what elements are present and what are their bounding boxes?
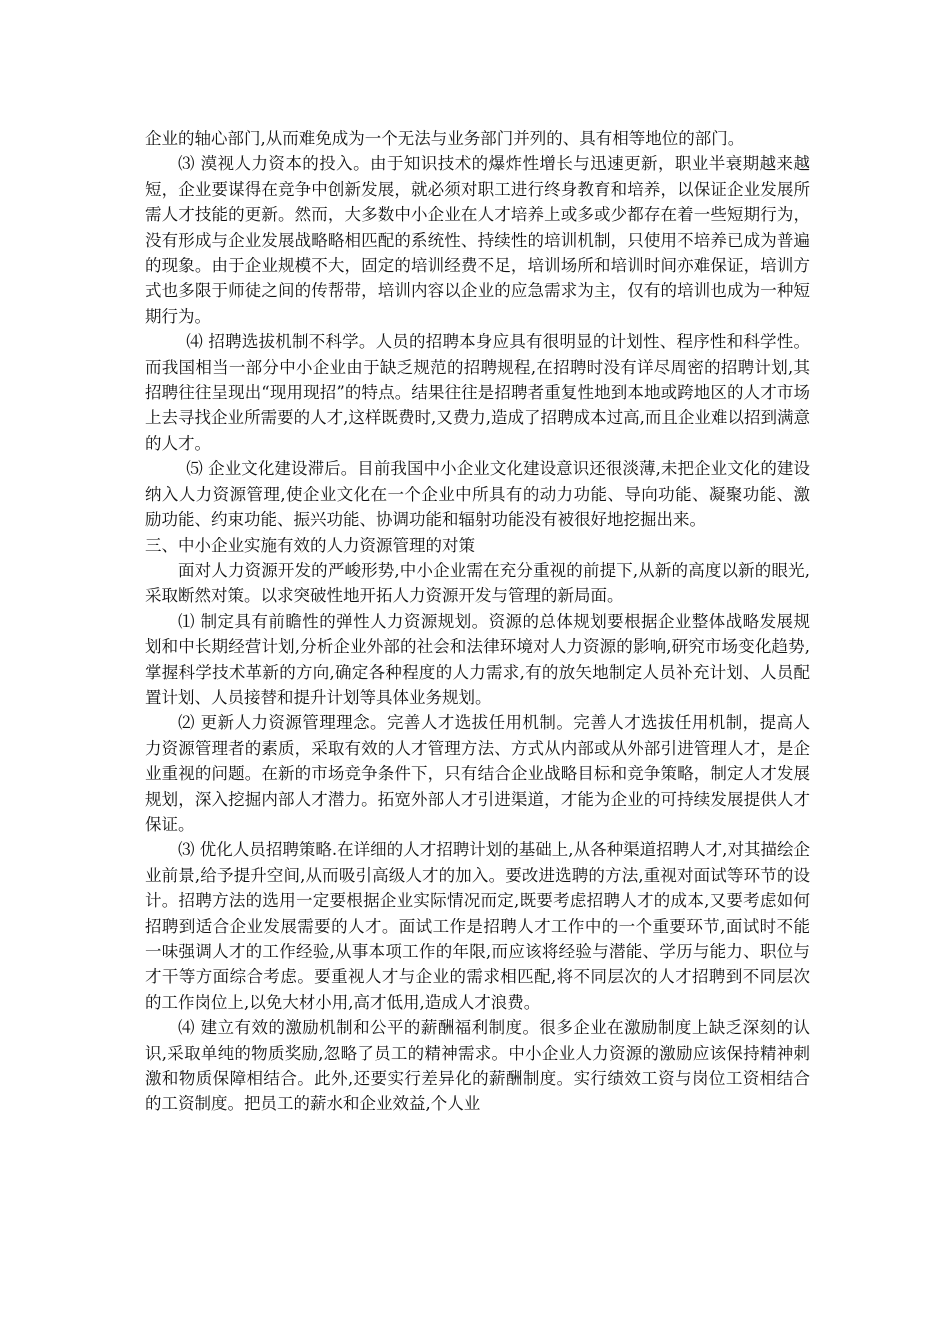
paragraph-strategy-4: ⑷ 建立有效的激励机制和公平的薪酬福利制度。很多企业在激励制度上缺乏深刻的认识,采取单纯的物质奖励,忽略了员工的精神需求。中小企业人力资源的激励应该保持精神刺激和物质保障相结合。此外,还要实行差异化的薪酬制度。实行绩效工资与岗位工资相结合的工资制度。把员工的薪水和企业效益,个人业 <box>145 1018 810 1114</box>
paragraph-continuation: 企业的轴心部门,从而难免成为一个无法与业务部门并列的、具有相等地位的部门。 <box>145 129 745 148</box>
paragraph-intro: 面对人力资源开发的严峻形势,中小企业需在充分重视的前提下,从新的高度以新的眼光,采取断然对策。以求突破性地开拓人力资源开发与管理的新局面。 <box>145 560 810 606</box>
paragraph-strategy-2: ⑵ 更新人力资源管理理念。完善人才选拔任用机制。完善人才选拔任用机制，提高人力资源管理者的素质，采取有效的人才管理方法、方式从内部或从外部引进管理人才，是企业重视的问题。在新的市场竞争条件下，只有结合企业战略目标和竞争策略，制定人才发展规划，深入挖掘内部人才潜力。拓宽外部人才引进渠道，才能为企业的可持续发展提供人才保证。 <box>145 713 810 834</box>
paragraph-item-4-recruitment: ⑷ 招聘选拔机制不科学。人员的招聘本身应具有很明显的计划性、程序性和科学性。而我国相当一部分中小企业由于缺乏规范的招聘规程,在招聘时没有详尽周密的招聘计划,其招聘往往呈现出“现用现招”的特点。结果往往是招聘者重复性地到本地或跨地区的人才市场上去寻找企业所需要的人才,这样既费时,又费力,造成了招聘成本过高,而且企业难以招到满意的人才。 <box>145 332 810 453</box>
paragraph-strategy-3: ⑶ 优化人员招聘策略.在详细的人才招聘计划的基础上,从各种渠道招聘人才,对其描绘企业前景,给予提升空间,从而吸引高级人才的加入。要改进选聘的方法,重视对面试等环节的设计。招聘方法的选用一定要根据企业实际情况而定,既要考虑招聘人才的成本,又要考虑如何招聘到适合企业发展需要的人才。面试工作是招聘人才工作中的一个重要环节,面试时不能一味强调人才的工作经验,从事本项工作的年限,而应该将经验与潜能、学历与能力、职位与才干等方面综合考虑。要重视人才与企业的需求相匹配,将不同层次的人才招聘到不同层次的工作岗位上,以免大材小用,高才低用,造成人才浪费。 <box>145 840 810 1012</box>
paragraph-item-5-culture: ⑸ 企业文化建设滞后。目前我国中小企业文化建设意识还很淡薄,未把企业文化的建设纳入人力资源管理,使企业文化在一个企业中所具有的动力功能、导向功能、凝聚功能、激励功能、约束功能、振兴功能、协调功能和辐射功能没有被很好地挖掘出来。 <box>145 459 810 530</box>
paragraph-item-3-human-capital: ⑶ 漠视人力资本的投入。由于知识技术的爆炸性增长与迅速更新，职业半衰期越来越短，企业要谋得在竞争中创新发展，就必须对职工进行终身教育和培养，以保证企业发展所需人才技能的更新。然而，大多数中小企业在人才培养上或多或少都存在着一些短期行为，没有形成与企业发展战略略相匹配的系统性、持续性的培训机制，只使用不培养已成为普遍的现象。由于企业规模不大，固定的培训经费不足，培训场所和培训时间亦难保证，培训方式也多限于师徒之间的传帮带，培训内容以企业的应急需求为主，仅有的培训也成为一种短期行为。 <box>145 154 810 326</box>
paragraph-strategy-1: ⑴ 制定具有前瞻性的弹性人力资源规划。资源的总体规划要根据企业整体战略发展规划和中长期经营计划,分析企业外部的社会和法律环境对人力资源的影响,研究市场变化趋势,掌握科学技术革新的方向,确定各种程度的人力需求,有的放矢地制定人员补充计划、人员配置计划、人员接替和提升计划等具体业务规划。 <box>145 611 810 707</box>
section-heading: 三、中小企业实施有效的人力资源管理的对策 <box>145 535 475 555</box>
document-body <box>145 126 810 1117</box>
